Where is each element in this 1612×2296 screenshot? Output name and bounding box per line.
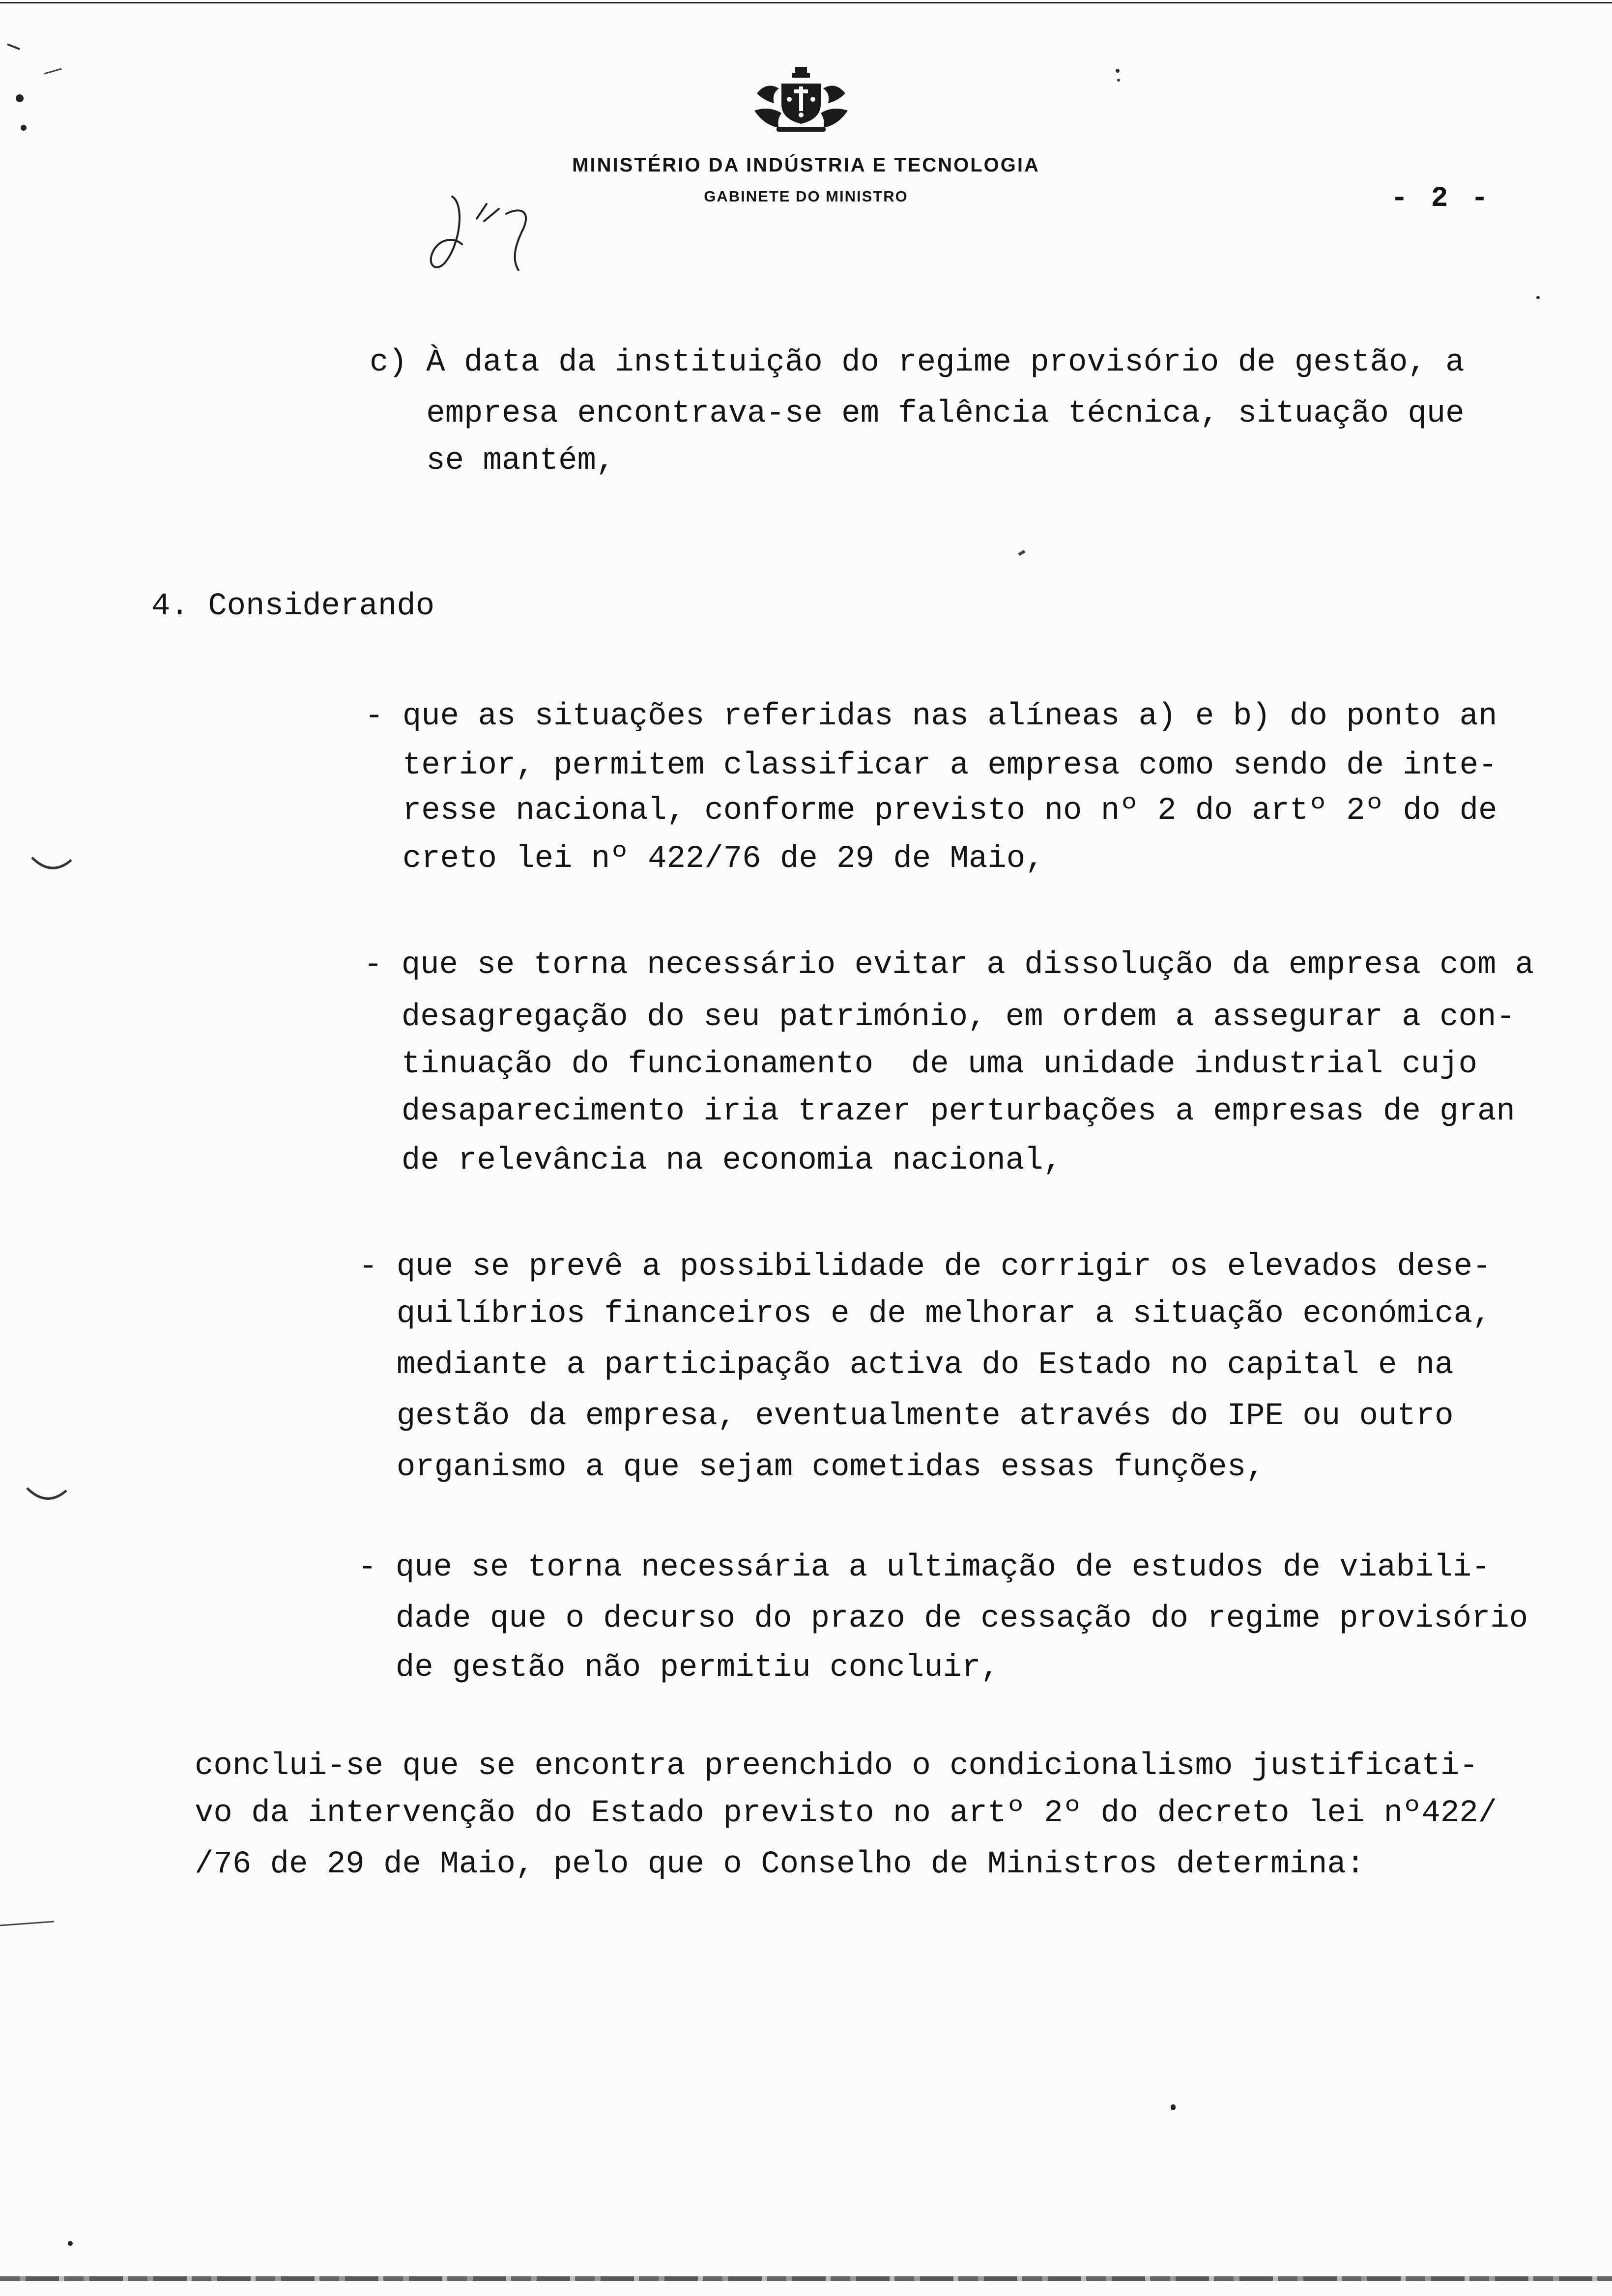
margin-line-mark [0, 1917, 59, 1931]
page-number: - 2 - [1391, 183, 1492, 215]
ministry-title: MINISTÉRIO DA INDÚSTRIA E TECNOLOGIA [572, 154, 1040, 176]
speck [1116, 69, 1120, 73]
bullet-3-line: organismo a que sejam cometidas essas funções, [359, 1450, 1265, 1485]
item-c-line: c) À data da instituição do regime provisório de gestão, a [370, 345, 1465, 380]
handwritten-initials [418, 189, 555, 275]
section-4-heading: 4. Considerando [151, 589, 435, 624]
bullet-1-line: creto lei nº 422/76 de 29 de Maio, [365, 841, 1044, 877]
bullet-3-line: gestão da empresa, eventualmente através do IPE ou outro [359, 1399, 1454, 1434]
bullet-1-line: - que as situações referidas nas alíneas a) e b) do ponto an [365, 699, 1497, 734]
bullet-2-line: desagregação do seu património, em ordem a assegurar a con- [364, 1000, 1515, 1035]
bullet-3-line: - que se prevê a possibilidade de corrigir os elevados dese- [359, 1249, 1492, 1285]
bullet-4-line: de gestão não permitiu concluir, [358, 1650, 1000, 1686]
speck [1018, 550, 1025, 556]
margin-punch-mark [29, 853, 74, 877]
speck [1117, 79, 1120, 82]
item-c-line: empresa encontrava-se em falência técnica, situação que [370, 396, 1465, 431]
top-edge-line [0, 2, 1612, 3]
speck [1171, 2104, 1176, 2110]
bullet-4-line: dade que o decurso do prazo de cessação do regime provisório [358, 1601, 1528, 1636]
bullet-4-line: - que se torna necessária a ultimação de estudos de viabili- [358, 1550, 1491, 1585]
bottom-edge-line [0, 2276, 1612, 2281]
corner-specks [5, 39, 64, 138]
margin-punch-mark [25, 1483, 69, 1508]
bullet-2-line: - que se torna necessário evitar a dissolução da empresa com a [364, 947, 1534, 983]
cabinet-subtitle: GABINETE DO MINISTRO [704, 188, 908, 205]
bullet-2-line: de relevância na economia nacional, [364, 1143, 1063, 1178]
bullet-2-line: tinuação do funcionamento de uma unidade industrial cujo [364, 1047, 1477, 1082]
bullet-1-line: terior, permitem classificar a empresa como sendo de inte- [365, 748, 1497, 783]
conclusion-line: conclui-se que se encontra preenchido o condicionalismo justificati- [195, 1749, 1478, 1784]
bullet-3-line: mediante a participação activa do Estado no capital e na [359, 1348, 1454, 1383]
conclusion-line: /76 de 29 de Maio, pelo que o Conselho de Ministros determina: [195, 1847, 1365, 1882]
coat-of-arms-icon [747, 64, 855, 138]
item-c-line: se mantém, [370, 443, 615, 479]
bullet-2-line: desaparecimento iria trazer perturbações a empresas de gran [364, 1094, 1515, 1129]
conclusion-line: vo da intervenção do Estado previsto no artº 2º do decreto lei nº422/ [195, 1796, 1497, 1831]
speck [68, 2241, 73, 2246]
bullet-3-line: quilíbrios financeiros e de melhorar a situação económica, [359, 1296, 1492, 1332]
bullet-1-line: resse nacional, conforme previsto no nº 2 do artº 2º do de [365, 793, 1497, 829]
speck [1536, 296, 1540, 299]
